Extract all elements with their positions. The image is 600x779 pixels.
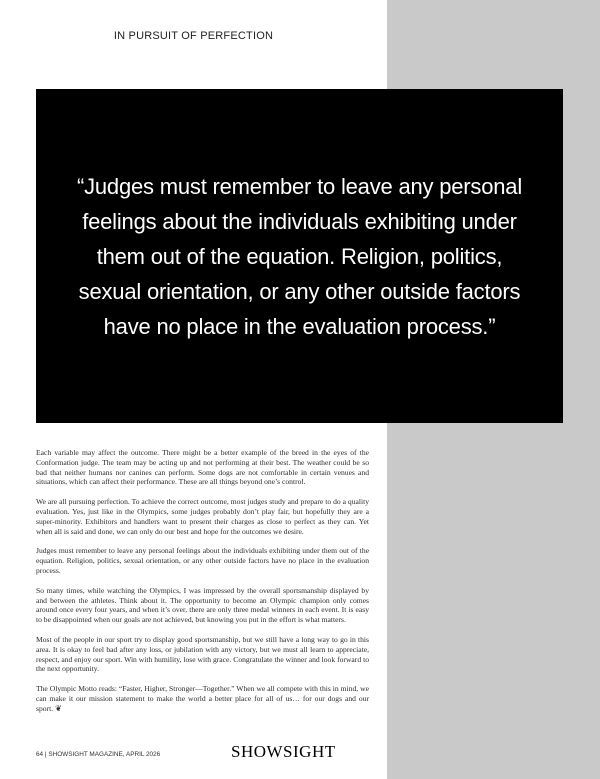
article-paragraph: So many times, while watching the Olympics, I was impressed by the overall sportsmanship displayed by and between the athletes. Think about it. The opportunity to become an Olympic champion only comes around once every four years, and when it’s over, there are only three medal winners in each event. It is easy to be disappointed when our goals are not achieved, but knowing you put in the effort is what matters. [36, 585, 369, 625]
article-paragraph: Most of the people in our sport try to display good sportsmanship, but we still have a long way to go in this area. It is okay to feel bad after any loss, or jubilation with any victory, but we must all learn to appreciate, respect, and enjoy our sport. Win with humility, lose with grace. Congratulate the winner and look forward to the next opportunity. [36, 634, 369, 674]
magazine-logo: SHOWSIGHT [231, 742, 336, 761]
page-folio: 64 | SHOWSIGHT MAGAZINE, APRIL 2026 [36, 751, 161, 758]
article-body [36, 448, 369, 714]
end-mark-icon: ❦ [55, 703, 62, 713]
pull-quote-text: “Judges must remember to leave any personal feelings about the individuals exhibiting under them out of the equation. Religion, politics, sexual orientation, or any other outside factors have no place in the evaluation process.” [76, 173, 523, 339]
article-paragraph: Judges must remember to leave any personal feelings about the individuals exhibiting under them out of the equation. Religion, politics, sexual orientation, or any other outside factors have no place in the evaluation process. [36, 546, 369, 575]
article-paragraph-last [36, 684, 369, 713]
article-paragraph: We are all pursuing perfection. To achieve the correct outcome, most judges study and prepare to do a quality evaluation. Yes, just like in the Olympics, some judges probably don’t play fair, but hopefully they are a super-minority. Exhibitors and handlers want to present their charges as close to perfect as they can. Yet when all is said and done, we can only do our best and hope for the outcomes we desire. [36, 497, 369, 536]
running-header-title: IN PURSUIT OF PERFECTION [113, 30, 274, 42]
article-paragraph-last-text: The Olympic Motto reads: “Faster, Higher, Stronger—Together.” When we all compete with this in mind, we can make it our mission statement to make the world a better place for all of us… for our dogs and our sport. [36, 684, 369, 713]
article-paragraph: Each variable may affect the outcome. There might be a better example of the breed in the eyes of the Conformation judge. The team may be acting up and not performing at their best. The weather could be so bad that neither humans nor canines can perform. Some dogs are not comfortable in certain venues and situations, which can affect their performance. These are all things beyond one’s control. [36, 448, 369, 487]
pull-quote-box [36, 89, 563, 423]
